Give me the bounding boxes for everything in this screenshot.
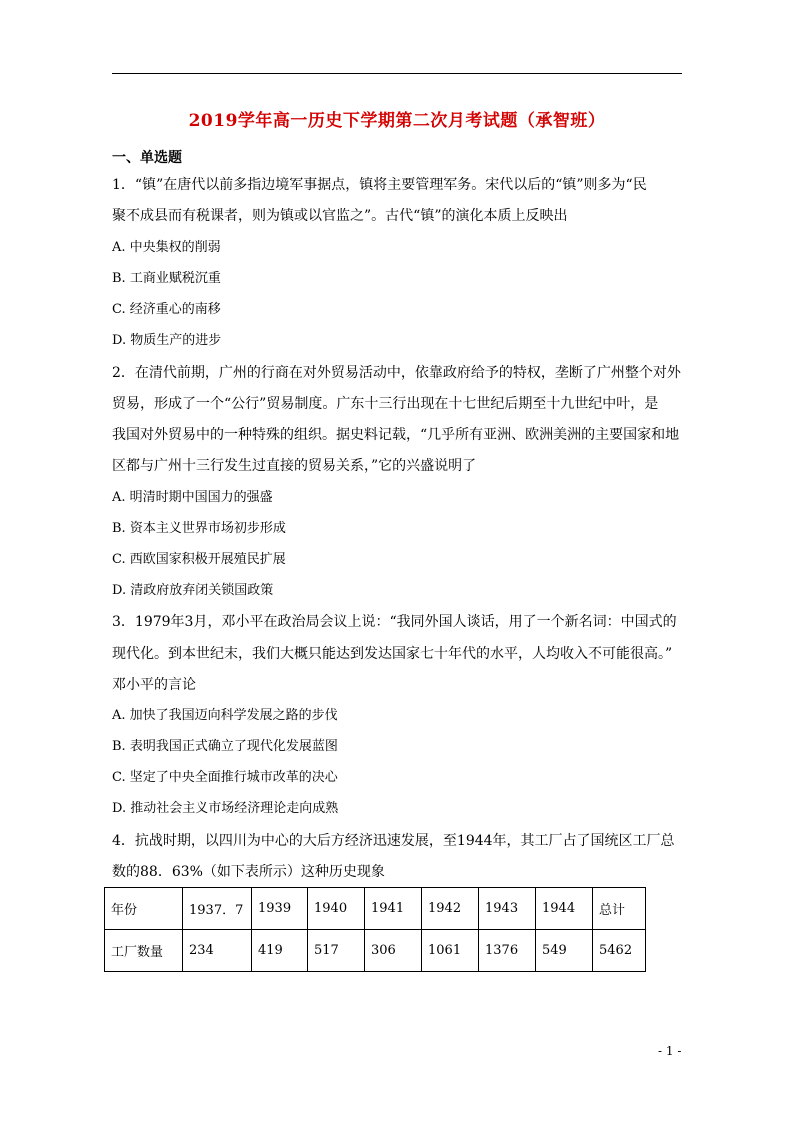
table-cell: 517 xyxy=(308,930,365,972)
question-2-option-c: C. 西欧国家积极开展殖民扩展 xyxy=(112,552,286,567)
question-2-option-b: B. 资本主义世界市场初步形成 xyxy=(112,521,286,536)
table-header-row xyxy=(105,888,646,930)
question-2-line-3: 我国对外贸易中的一种特殊的组织。据史料记载，“几乎所有亚洲、欧洲美洲的主要国家和地 xyxy=(112,427,680,443)
question-1-line-1: 1．“镇”在唐代以前多指边境军事据点，镇将主要管理军务。宋代以后的“镇”则多为“民 xyxy=(112,177,647,193)
table-cell: 1376 xyxy=(479,930,536,972)
table-cell: 1944 xyxy=(536,888,593,930)
question-3-line-2: 现代化。到本世纪末，我们大概只能达到发达国家七十年代的水平，人均收入不可能很高。” xyxy=(112,646,673,662)
table-row xyxy=(105,930,646,972)
document-title: 2019学年高一历史下学期第二次月考试题（承智班） xyxy=(188,111,606,131)
question-4-line-2: 数的88．63%（如下表所示）这种历史现象 xyxy=(112,864,385,880)
question-2-line-2: 贸易，形成了一个“公行”贸易制度。广东十三行出现在十七世纪后期至十九世纪中叶，是 xyxy=(112,396,659,412)
table-cell: 总计 xyxy=(593,888,646,930)
table-cell: 1941 xyxy=(365,888,422,930)
factory-count-table xyxy=(104,887,646,972)
question-3-line-3: 邓小平的言论 xyxy=(112,677,196,693)
question-4-line-1: 4．抗战时期，以四川为中心的大后方经济迅速发展，至1944年，其工厂占了国统区工厂总 xyxy=(112,833,675,849)
table-cell: 549 xyxy=(536,930,593,972)
table-cell: 工厂数量 xyxy=(105,930,183,972)
question-1-option-a: A. 中央集权的削弱 xyxy=(112,240,221,255)
question-1-line-2: 聚不成县而有税课者，则为镇或以官监之”。古代“镇”的演化本质上反映出 xyxy=(112,208,568,224)
question-2-option-d: D. 清政府放弃闭关锁国政策 xyxy=(112,583,274,598)
question-3-option-a: A. 加快了我国迈向科学发展之路的步伐 xyxy=(112,708,338,723)
question-3-line-1: 3．1979年3月，邓小平在政治局会议上说：“我同外国人谈话，用了一个新名词：中国式的 xyxy=(112,614,677,630)
question-3-option-b: B. 表明我国正式确立了现代化发展蓝图 xyxy=(112,739,338,754)
table-cell: 5462 xyxy=(593,930,646,972)
table-cell: 234 xyxy=(183,930,252,972)
table-cell: 1940 xyxy=(308,888,365,930)
question-1-option-c: C. 经济重心的南移 xyxy=(112,302,221,317)
table-cell: 1061 xyxy=(422,930,479,972)
question-1-option-d: D. 物质生产的进步 xyxy=(112,333,222,348)
question-2-line-4: 区都与广州十三行发生过直接的贸易关系，”它的兴盛说明了 xyxy=(112,458,477,474)
question-2-option-a: A. 明清时期中国国力的强盛 xyxy=(112,490,273,505)
table-cell: 306 xyxy=(365,930,422,972)
header-rule xyxy=(112,73,682,74)
question-3-option-c: C. 坚定了中央全面推行城市改革的决心 xyxy=(112,770,338,785)
table-cell: 年份 xyxy=(105,888,183,930)
question-3-option-d: D. 推动社会主义市场经济理论走向成熟 xyxy=(112,801,339,816)
table-cell: 1943 xyxy=(479,888,536,930)
table-cell: 419 xyxy=(252,930,308,972)
table-cell: 1937．7 xyxy=(183,888,252,930)
question-1-option-b: B. 工商业赋税沉重 xyxy=(112,271,221,286)
page-number: - 1 - xyxy=(658,1044,682,1058)
question-2-line-1: 2．在清代前期，广州的行商在对外贸易活动中，依靠政府给予的特权，垄断了广州整个对外 xyxy=(112,365,681,381)
section-heading: 一、单选题 xyxy=(112,150,182,166)
table-cell: 1942 xyxy=(422,888,479,930)
table-cell: 1939 xyxy=(252,888,308,930)
